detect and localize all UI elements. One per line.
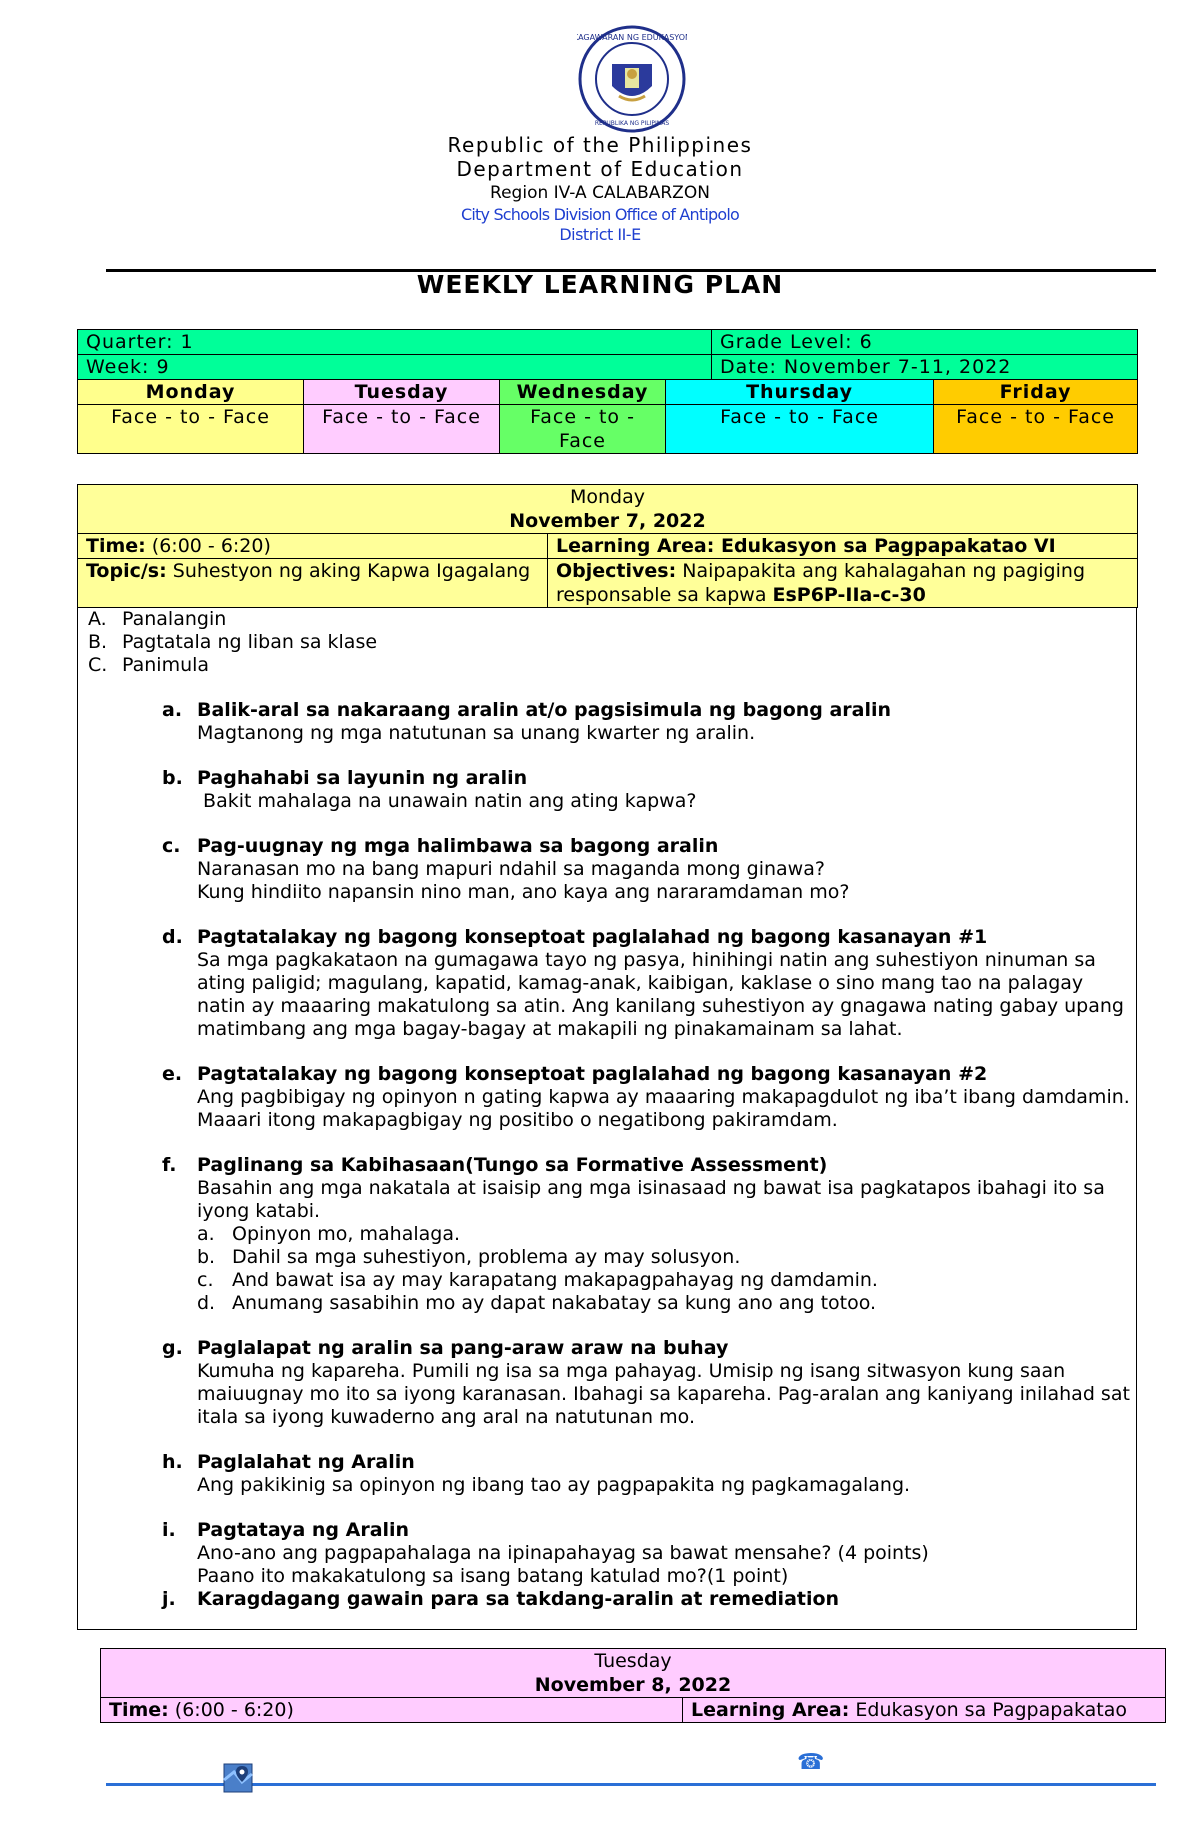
section-h: h. Paglalahat ng Aralin Ang pakikinig sa opinyon ng ibang tao ay pagpapakita ng pagkamagalang. <box>162 1451 911 1496</box>
deped-seal-icon <box>577 24 687 134</box>
mode-monday: Face - to - Face <box>78 405 304 454</box>
week-info-table <box>77 329 1138 454</box>
grade-level-cell: Grade Level: 6 <box>712 330 1138 355</box>
region-heading: Region IV-A CALABARZON <box>490 183 710 203</box>
day-friday: Friday <box>934 380 1138 405</box>
objectives-value: Naipapakita ang kahalagahan ng pagiging responsable sa kapwa <box>556 560 1085 606</box>
monday-time-cell <box>78 534 548 559</box>
quarter-cell: Quarter: 1 <box>78 330 712 355</box>
day-monday: Monday <box>78 380 304 405</box>
section-b: b. Paghahabi sa layunin ng aralin Bakit mahalaga na unawain natin ang ating kapwa? <box>162 767 697 812</box>
monday-procedure <box>77 608 1137 1630</box>
department-heading: Department of Education <box>456 157 744 181</box>
page-title: WEEKLY LEARNING PLAN <box>416 270 784 299</box>
week-cell: Week: 9 <box>78 355 712 380</box>
monday-plan <box>77 484 1137 1630</box>
tuesday-header-table <box>100 1648 1166 1723</box>
section-i: i. Pagtataya ng Aralin Ano-ano ang pagpapahalaga na ipinapahayag sa bawat mensahe? (4 points) Paano ito makakatulong sa isang batang katulad mo?(1 point) <box>162 1519 929 1587</box>
deped-seal <box>577 24 687 134</box>
list-item: A. Panalangin <box>88 608 227 630</box>
tuesday-time-cell: Time: (6:00 - 6:20) <box>101 1698 683 1723</box>
section-c: c. Pag-uugnay ng mga halimbawa sa bagong aralin Naranasan mo na bang mapuri ndahil sa maganda mong ginawa? Kung hindiito napansin nino man, ano kaya ang nararamdaman mo? <box>162 835 850 903</box>
date-cell: Date: November 7-11, 2022 <box>712 355 1138 380</box>
day-tuesday: Tuesday <box>304 380 500 405</box>
objectives-code: EsP6P-IIa-c-30 <box>772 584 926 606</box>
mode-wednesday: Face - to - Face <box>500 405 666 454</box>
country-heading: Republic of the Philippines <box>447 133 753 157</box>
tuesday-day: Tuesday <box>594 1650 672 1672</box>
list-item: d. Anumang sasabihin mo ay dapat nakabatay sa kung ano ang totoo. <box>197 1292 877 1314</box>
list-item: c. And bawat isa ay may karapatang makapagpahayag ng damdamin. <box>197 1269 878 1291</box>
section-a: a. Balik-aral sa nakaraang aralin at/o pagsisimula ng bagong aralin Magtanong ng mga natutunan sa unang kwarter ng aralin. <box>162 699 892 744</box>
footer-divider <box>106 1783 1156 1786</box>
list-item: a. Opinyon mo, mahalaga. <box>197 1223 460 1245</box>
monday-date: November 7, 2022 <box>509 510 706 532</box>
monday-header-table <box>77 484 1138 608</box>
objectives-label: Objectives: <box>556 560 677 582</box>
tuesday-learning-area: Learning Area: Edukasyon sa Pagpapakatao <box>683 1698 1166 1723</box>
svg-text:KAGAWARAN NG EDUKASYON: KAGAWARAN NG EDUKASYON <box>577 33 687 42</box>
mode-tuesday: Face - to - Face <box>304 405 500 454</box>
list-item: C. Panimula <box>88 654 210 676</box>
section-f: f. Paglinang sa Kabihasaan(Tungo sa Formative Assessment) Basahin ang mga nakatala at isaisip ang mga isinasaad ng bawat isa pagkatapos ibahagi ito sa iyong katabi. a. Opinyon mo, mahalaga. b. Dahil sa mga suhestiyon, problema ay may solusyon. c. And bawat isa ay may karapatang makapagpahayag ng damdamin. d. Anumang sasabihin mo ay dapat nakabatay sa kung ano ang totoo. <box>162 1154 1105 1314</box>
svg-text:REPUBLIKA NG PILIPINAS: REPUBLIKA NG PILIPINAS <box>594 120 670 127</box>
day-wednesday: Wednesday <box>500 380 666 405</box>
monday-day: Monday <box>569 486 645 508</box>
time-label: Time: <box>86 535 146 557</box>
district-heading: District II-E <box>559 225 641 244</box>
division-heading: City Schools Division Office of Antipolo <box>461 205 739 224</box>
list-item: B. Pagtatala ng liban sa klase <box>88 631 378 653</box>
tuesday-date: November 8, 2022 <box>534 1674 732 1696</box>
map-pin-icon <box>222 1762 254 1794</box>
mode-friday: Face - to - Face <box>934 405 1138 454</box>
monday-learning-area: Learning Area: Edukasyon sa Pagpapakatao VI <box>548 534 1138 559</box>
time-value: (6:00 - 6:20) <box>145 535 271 557</box>
section-d: d. Pagtatalakay ng bagong konseptoat paglalahad ng bagong kasanayan #1 Sa mga pagkakataon na gumagawa tayo ng pasya, hinihingi natin ang suhestiyon ninuman sa ating paligid; magulang, kapatid, kamag-anak, kaibigan, kaklase o sino mang tao na palagay natin ay maaaring makatulong sa atin. Ang kanilang suhestiyon ay gnagawa nating gabay upang matimbang ang mga bagay-bagay at makapili ng pinakamainam sa lahat. <box>162 926 1124 1040</box>
lesson-sections <box>88 699 1136 1611</box>
list-item: b. Dahil sa mga suhestiyon, problema ay may solusyon. <box>197 1246 741 1268</box>
monday-topic-cell <box>78 559 548 608</box>
monday-day-cell <box>78 485 1138 534</box>
monday-objectives-cell <box>548 559 1138 608</box>
day-thursday: Thursday <box>666 380 934 405</box>
section-j: j. Karagdagang gawain para sa takdang-aralin at remediation <box>162 1588 840 1610</box>
topic-label: Topic/s: <box>86 560 167 582</box>
section-g: g. Paglalapat ng aralin sa pang-araw araw na buhay Kumuha ng kapareha. Pumili ng isa sa mga pahayag. Umisip ng isang sitwasyon kung saan maiuugnay mo ito sa iyong karanasan. Ibahagi sa kapareha. Pag-aralan ang kaniyang inilahad sat itala sa iyong kuwaderno ang aral na natutunan mo. <box>162 1337 1130 1428</box>
section-e: e. Pagtatalakay ng bagong konseptoat paglalahad ng bagong kasanayan #2 Ang pagbibigay ng opinyon n gating kapwa ay maaaring makapagdulot ng iba’t ibang damdamin. Maaari itong makapagbigay ng positibo o negatibong pakiramdam. <box>162 1063 1130 1131</box>
mode-thursday: Face - to - Face <box>666 405 934 454</box>
tuesday-day-cell <box>101 1649 1166 1698</box>
phone-icon: ☎ <box>797 1750 825 1775</box>
topic-value: Suhestyon ng aking Kapwa Igagalang <box>166 560 531 582</box>
